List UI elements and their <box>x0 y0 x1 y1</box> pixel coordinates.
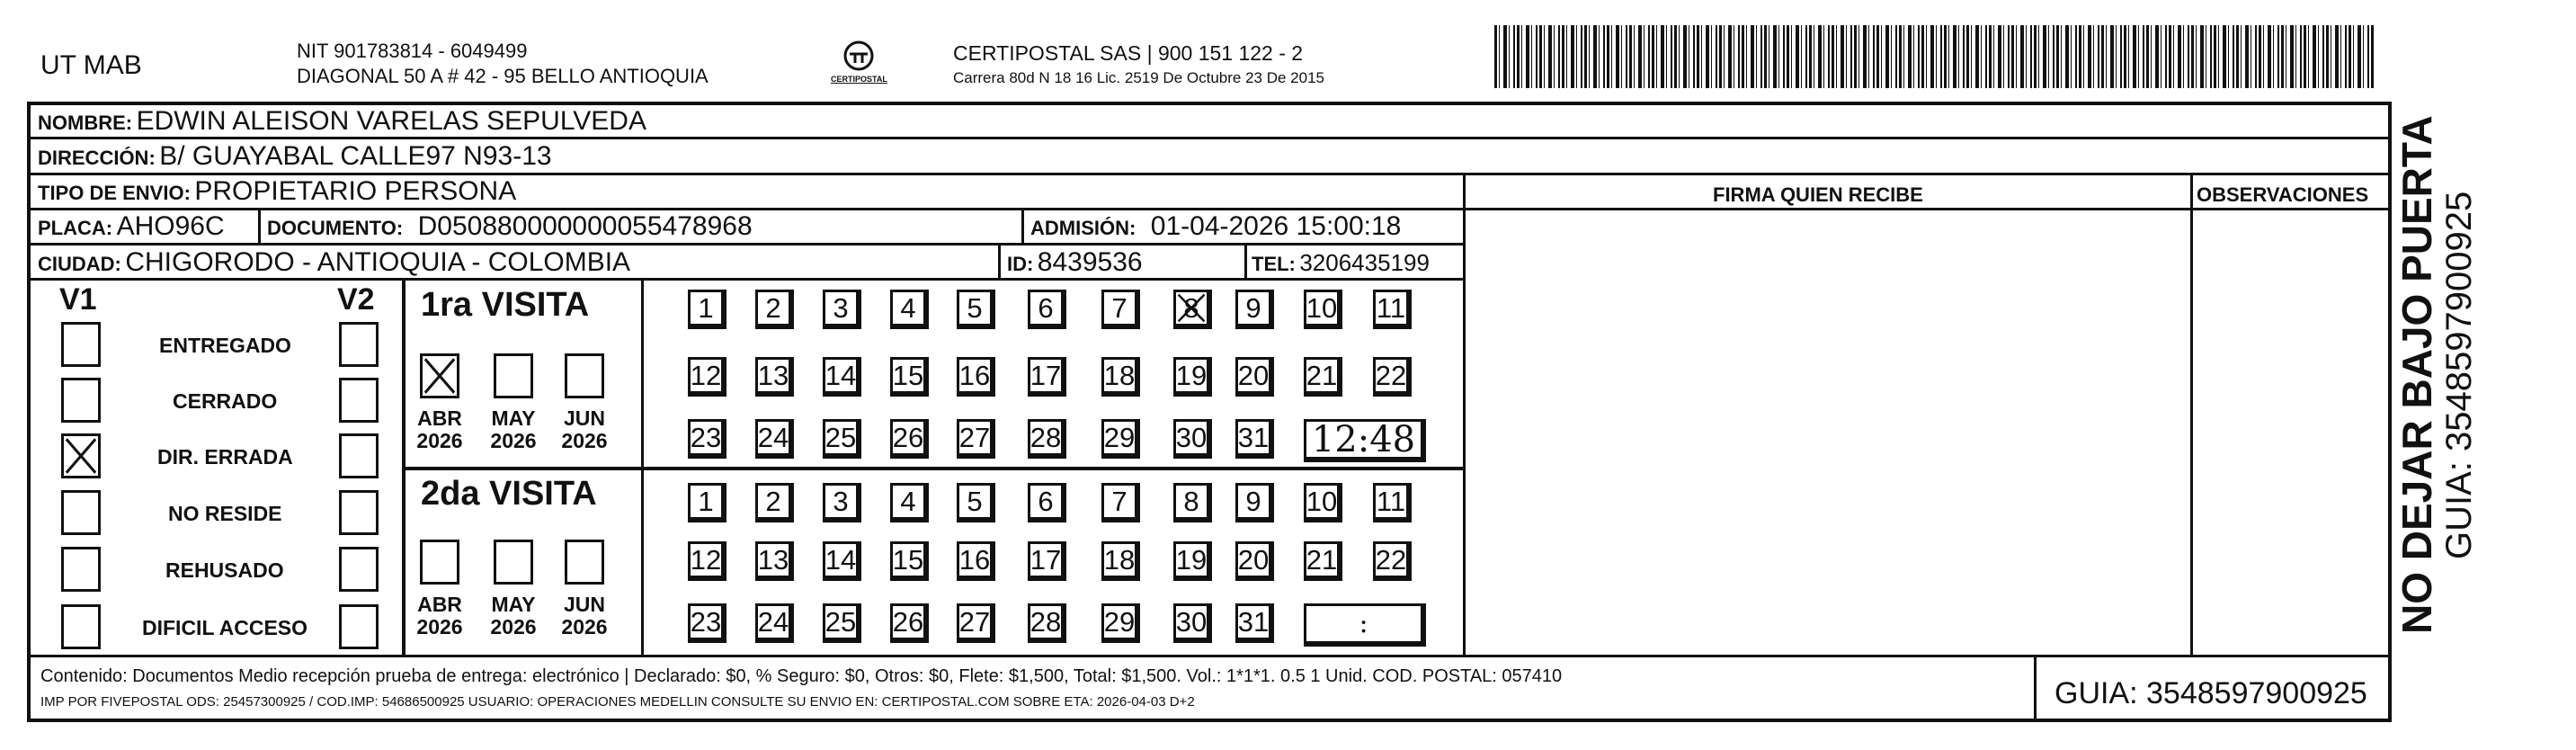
guia-box: GUIA: 3548597900925 <box>2055 676 2367 710</box>
second-month-label <box>486 594 540 639</box>
observaciones-divider <box>2388 173 2392 656</box>
divider-admision-v <box>1021 208 1024 244</box>
first-time-value: 12:48 <box>1311 418 1416 460</box>
day-number: 27 <box>958 421 991 453</box>
day-number: 18 <box>1103 543 1136 576</box>
carrier-license: Carrera 80d N 18 16 Lic. 2519 De Octubre 23 De 2015 <box>953 69 1324 86</box>
first-day-box[interactable] <box>1304 357 1342 397</box>
second-day-box[interactable] <box>688 603 726 643</box>
first-day-box[interactable] <box>1235 357 1274 397</box>
first-day-box[interactable] <box>688 290 726 329</box>
v2-checkbox[interactable] <box>339 322 379 367</box>
ciudad-value: CHIGORODO - ANTIOQUIA - COLOMBIA <box>125 247 631 277</box>
month-name: JUN <box>563 406 605 430</box>
v1-label: V1 <box>59 282 97 317</box>
first-day-box[interactable] <box>1101 419 1140 459</box>
day-number: 2 <box>765 485 781 517</box>
day-number: 19 <box>1175 543 1208 576</box>
certipostal-logo-icon <box>827 38 890 92</box>
second-day-box[interactable] <box>1304 483 1342 522</box>
day-number: 6 <box>1038 291 1054 324</box>
tipo-value: PROPIETARIO PERSONA <box>194 176 517 206</box>
day-number: 17 <box>1030 543 1062 576</box>
divider-tel-v <box>1244 243 1247 279</box>
second-day-box[interactable] <box>890 541 929 581</box>
day-number: 8 <box>1183 291 1199 324</box>
day-number: 29 <box>1103 605 1136 638</box>
second-day-box[interactable] <box>957 603 995 643</box>
v1-checkbox[interactable] <box>61 433 101 478</box>
nombre-row <box>38 108 646 135</box>
status-option-label: REHUSADO <box>165 558 284 582</box>
first-day-box[interactable] <box>1373 290 1412 329</box>
divider-placa <box>27 243 1466 246</box>
day-number: 2 <box>765 291 781 324</box>
x-mark-icon <box>423 356 457 396</box>
v1-checkbox[interactable] <box>61 547 101 592</box>
day-number: 28 <box>1030 605 1062 638</box>
placa-label: PLACA: <box>38 217 113 239</box>
second-day-box[interactable] <box>890 603 929 643</box>
day-number: 23 <box>690 421 722 453</box>
second-time-box[interactable] <box>1304 603 1426 647</box>
second-day-box[interactable] <box>1173 483 1212 522</box>
day-number: 30 <box>1175 421 1208 453</box>
tipo-row <box>38 178 516 205</box>
direccion-label: DIRECCIÓN: <box>38 147 156 169</box>
first-day-box[interactable] <box>890 357 929 397</box>
documento-label: DOCUMENTO: <box>267 217 404 239</box>
day-number: 24 <box>757 421 789 453</box>
first-day-box[interactable] <box>755 290 794 329</box>
placa-row <box>38 213 225 240</box>
side-warning: NO DEJAR BAJO PUERTA <box>2393 115 2440 634</box>
first-month-label <box>413 407 467 453</box>
first-visit-title: 1ra VISITA <box>421 286 590 324</box>
day-number: 13 <box>757 359 789 391</box>
tracking-barcode <box>1494 25 2374 88</box>
first-time-box[interactable] <box>1304 419 1426 462</box>
v2-checkbox[interactable] <box>339 604 379 649</box>
tipo-label: TIPO DE ENVIO: <box>38 182 191 204</box>
company-address: DIAGONAL 50 A # 42 - 95 BELLO ANTIOQUIA <box>297 65 709 87</box>
day-number: 1 <box>698 291 714 324</box>
second-day-box[interactable] <box>823 603 861 643</box>
nombre-label: NOMBRE: <box>38 112 133 134</box>
first-day-box[interactable] <box>755 357 794 397</box>
footer-imp: IMP POR FIVEPOSTAL ODS: 25457300925 / COD.IMP: 54686500925 USUARIO: OPERACIONES MEDELLIN CONSULTE SU ENVIO EN: CERTIPOSTAL.COM SOBRE ETA: 2026-04-03 D+2 <box>40 694 1195 710</box>
day-number: 26 <box>892 605 924 638</box>
day-number: 3 <box>833 485 849 517</box>
day-number: 8 <box>1183 485 1199 517</box>
day-number: 14 <box>824 359 857 391</box>
first-day-box[interactable] <box>957 290 995 329</box>
day-number: 10 <box>1306 485 1338 517</box>
first-day-box[interactable] <box>1028 419 1066 459</box>
day-number: 25 <box>824 421 857 453</box>
frame-bottom <box>27 719 2392 722</box>
second-month-label <box>413 594 467 639</box>
first-day-box[interactable] <box>1101 357 1140 397</box>
first-day-box[interactable] <box>755 419 794 459</box>
second-day-box[interactable] <box>823 483 861 522</box>
day-number: 7 <box>1111 485 1128 517</box>
second-day-box[interactable] <box>957 541 995 581</box>
status-option-label: CERRADO <box>173 389 278 413</box>
second-day-box[interactable] <box>688 541 726 581</box>
day-number: 11 <box>1376 291 1406 324</box>
first-day-box[interactable] <box>890 419 929 459</box>
day-number: 1 <box>698 485 714 517</box>
day-number: 31 <box>1237 421 1270 453</box>
v1-checkbox[interactable] <box>61 322 101 367</box>
ciudad-row <box>38 249 630 276</box>
day-number: 14 <box>824 543 857 576</box>
documento-row <box>267 213 753 240</box>
day-number: 21 <box>1306 543 1338 576</box>
second-month-checkbox[interactable] <box>494 540 533 585</box>
guia-box-divider <box>2034 655 2037 721</box>
divider-id-v <box>998 243 1001 279</box>
second-day-box[interactable] <box>1373 483 1412 522</box>
day-number: 20 <box>1237 543 1270 576</box>
frame-top <box>27 102 2392 105</box>
company-short: UT MAB <box>40 50 142 80</box>
day-number: 31 <box>1237 605 1270 638</box>
day-number: 29 <box>1103 421 1136 453</box>
first-day-box[interactable] <box>1101 290 1140 329</box>
v2-checkbox[interactable] <box>339 378 379 423</box>
day-number: 16 <box>958 543 991 576</box>
month-year: 2026 <box>416 615 463 639</box>
first-day-box[interactable] <box>1028 290 1066 329</box>
day-number: 7 <box>1111 291 1128 324</box>
second-day-box[interactable] <box>688 483 726 522</box>
v2-label: V2 <box>337 282 375 317</box>
second-day-box[interactable] <box>1235 483 1274 522</box>
first-day-box[interactable] <box>823 419 861 459</box>
day-number: 9 <box>1245 485 1261 517</box>
v1-checkbox[interactable] <box>61 378 101 423</box>
day-number: 12 <box>690 543 722 576</box>
v2-checkbox[interactable] <box>339 547 379 592</box>
day-number: 19 <box>1175 359 1208 391</box>
first-day-box[interactable] <box>1173 419 1212 459</box>
footer-divider <box>27 655 2392 657</box>
day-number: 30 <box>1175 605 1208 638</box>
month-name: ABR <box>417 593 462 616</box>
divider-ciudad <box>27 278 1466 281</box>
admision-row <box>1030 213 1401 240</box>
day-number: 10 <box>1306 291 1338 324</box>
documento-value: D050880000000055478968 <box>417 211 753 241</box>
second-day-box[interactable] <box>1373 541 1412 581</box>
second-month-label <box>557 594 611 639</box>
second-day-box[interactable] <box>755 483 794 522</box>
day-number: 15 <box>892 543 924 576</box>
month-name: JUN <box>563 593 605 616</box>
second-visit-title: 2da VISITA <box>421 475 597 513</box>
first-day-box[interactable] <box>1173 290 1212 329</box>
id-value: 8439536 <box>1037 247 1143 277</box>
first-day-box[interactable] <box>957 357 995 397</box>
x-mark-icon <box>64 436 98 476</box>
second-month-checkbox[interactable] <box>420 540 459 585</box>
first-month-label <box>486 407 540 453</box>
second-day-box[interactable] <box>1028 541 1066 581</box>
month-name: MAY <box>491 406 536 430</box>
first-month-checkbox[interactable] <box>565 353 604 398</box>
day-number: 9 <box>1245 291 1261 324</box>
first-month-label <box>557 407 611 453</box>
status-option-label: DIFICIL ACCESO <box>142 616 308 639</box>
first-day-box[interactable] <box>1235 290 1274 329</box>
month-name: MAY <box>491 593 536 616</box>
second-day-box[interactable] <box>1304 541 1342 581</box>
status-option-label: ENTREGADO <box>159 334 291 357</box>
day-number: 26 <box>892 421 924 453</box>
direccion-row <box>38 143 552 170</box>
v1-checkbox[interactable] <box>61 604 101 649</box>
second-day-box[interactable] <box>1173 541 1212 581</box>
v1-checkbox[interactable] <box>61 490 101 535</box>
signature-right-border <box>2190 173 2193 656</box>
footer-contenido: Contenido: Documentos Medio recepción prueba de entrega: electrónico | Declarado: $0, % Seguro: $0, Otros: $0, Flete: $1,500, Total: $1,500. Vol.: 1*1*1. 0.5 1 Unid. COD. POSTAL: 057410 <box>40 666 1563 686</box>
second-day-box[interactable] <box>755 541 794 581</box>
first-day-box[interactable] <box>688 419 726 459</box>
v2-checkbox[interactable] <box>339 490 379 535</box>
first-day-box[interactable] <box>1173 357 1212 397</box>
day-number: 20 <box>1237 359 1270 391</box>
day-number: 6 <box>1038 485 1054 517</box>
first-day-box[interactable] <box>688 357 726 397</box>
second-day-box[interactable] <box>1101 483 1140 522</box>
id-row <box>1007 249 1143 276</box>
first-month-checkbox[interactable] <box>420 353 459 398</box>
second-day-box[interactable] <box>755 603 794 643</box>
visits-divider <box>402 467 1463 470</box>
observaciones-area[interactable] <box>2194 211 2386 654</box>
day-number: 24 <box>757 605 789 638</box>
day-number: 21 <box>1306 359 1338 391</box>
month-year: 2026 <box>561 429 608 453</box>
second-day-box[interactable] <box>890 483 929 522</box>
x-mark-icon <box>1176 292 1207 324</box>
id-label: ID: <box>1007 253 1034 275</box>
divider-direccion <box>27 173 2392 175</box>
side-guia: GUIA: 3548597900925 <box>2439 191 2479 559</box>
status-option-label: DIR. ERRADA <box>157 445 293 469</box>
day-number: 23 <box>690 605 722 638</box>
divider-nombre <box>27 137 2392 139</box>
day-number: 22 <box>1375 543 1407 576</box>
day-number: 3 <box>833 291 849 324</box>
second-day-box[interactable] <box>1101 541 1140 581</box>
day-number: 4 <box>900 485 916 517</box>
first-day-box[interactable] <box>1235 419 1274 459</box>
ciudad-label: CIUDAD: <box>38 253 121 275</box>
v2-checkbox[interactable] <box>339 433 379 478</box>
month-year: 2026 <box>416 429 463 453</box>
month-year: 2026 <box>490 615 537 639</box>
first-day-box[interactable] <box>957 419 995 459</box>
day-number: 12 <box>690 359 722 391</box>
company-nit: NIT 901783814 - 6049499 <box>297 40 528 62</box>
month-year: 2026 <box>561 615 608 639</box>
firma-header: FIRMA QUIEN RECIBE <box>1713 183 1923 206</box>
second-day-box[interactable] <box>1235 541 1274 581</box>
first-day-box[interactable] <box>890 290 929 329</box>
second-day-box[interactable] <box>957 483 995 522</box>
second-day-box[interactable] <box>1173 603 1212 643</box>
day-number: 15 <box>892 359 924 391</box>
day-number: 17 <box>1030 359 1062 391</box>
direccion-value: B/ GUAYABAL CALLE97 N93-13 <box>159 141 552 171</box>
second-day-box[interactable] <box>823 541 861 581</box>
month-year: 2026 <box>490 429 537 453</box>
signature-header-line <box>1463 208 2389 210</box>
observaciones-header: OBSERVACIONES <box>2197 183 2369 206</box>
day-number: 28 <box>1030 421 1062 453</box>
status-option-label: NO RESIDE <box>168 502 282 525</box>
day-number: 27 <box>958 605 991 638</box>
tel-row <box>1252 251 1430 274</box>
carrier-name: CERTIPOSTAL SAS | 900 151 122 - 2 <box>953 41 1304 65</box>
admision-value: 01-04-2026 15:00:18 <box>1150 211 1402 241</box>
nombre-value: EDWIN ALEISON VARELAS SEPULVEDA <box>136 106 646 136</box>
day-number: 11 <box>1376 485 1406 517</box>
day-number: 18 <box>1103 359 1136 391</box>
second-day-box[interactable] <box>1235 603 1274 643</box>
first-day-box[interactable] <box>823 357 861 397</box>
day-number: 4 <box>900 291 916 324</box>
second-day-box[interactable] <box>1028 603 1066 643</box>
admision-label: ADMISIÓN: <box>1030 217 1136 239</box>
second-day-box[interactable] <box>1101 603 1140 643</box>
day-number: 25 <box>824 605 857 638</box>
second-month-checkbox[interactable] <box>565 540 604 585</box>
placa-value: AHO96C <box>116 211 225 241</box>
first-day-box[interactable] <box>1028 357 1066 397</box>
months-days-divider <box>641 278 644 656</box>
tel-value: 3206435199 <box>1299 249 1430 276</box>
second-time-value: : <box>1359 608 1368 639</box>
signature-left-border <box>1463 173 1466 656</box>
day-number: 5 <box>967 485 983 517</box>
second-day-box[interactable] <box>1028 483 1066 522</box>
signature-area[interactable] <box>1466 211 2189 654</box>
day-number: 5 <box>967 291 983 324</box>
month-name: ABR <box>417 406 462 430</box>
first-day-box[interactable] <box>1373 357 1412 397</box>
tel-label: TEL: <box>1252 253 1296 275</box>
logo-text: CERTIPOSTAL <box>831 75 887 84</box>
day-number: 22 <box>1375 359 1407 391</box>
frame-left <box>27 102 31 722</box>
first-day-box[interactable] <box>1304 290 1342 329</box>
day-number: 16 <box>958 359 991 391</box>
first-day-box[interactable] <box>823 290 861 329</box>
day-number: 13 <box>757 543 789 576</box>
certipostal-logo <box>827 38 890 92</box>
first-month-checkbox[interactable] <box>494 353 533 398</box>
divider-placa-v <box>258 208 261 244</box>
